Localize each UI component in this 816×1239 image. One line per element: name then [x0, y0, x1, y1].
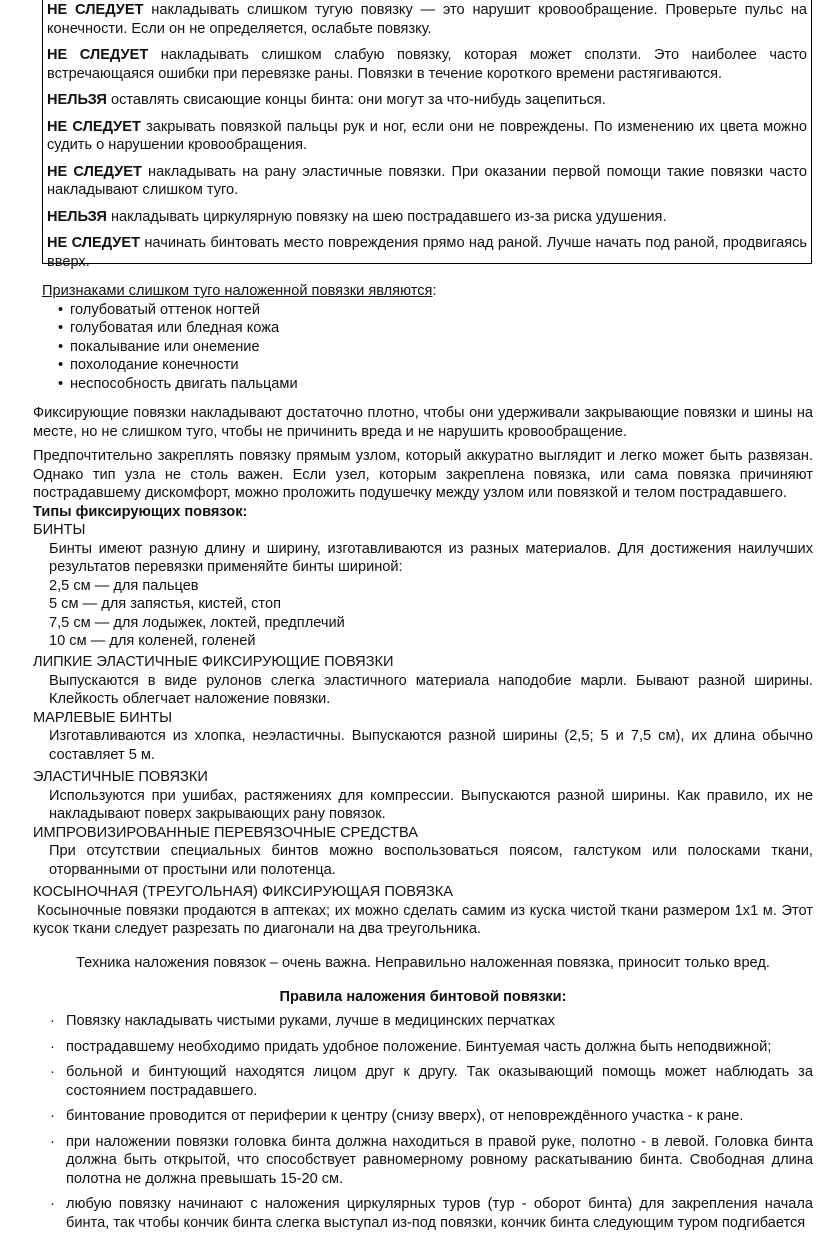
warning-item [47, 208, 807, 227]
bullet: · [50, 1038, 55, 1055]
warnings-box [42, 0, 812, 270]
paragraph: При отсутствии специальных бинтов можно воспользоваться поясом, галстуком или полосками ткани, оторванными от простыни или полотенца. [49, 843, 813, 878]
list-item: 2,5 см — для пальцев [49, 577, 199, 594]
warning-item [47, 46, 807, 83]
bullet: · [50, 1064, 55, 1080]
subsection-title: КОСЫНОЧНАЯ (ТРЕУГОЛЬНАЯ) ФИКСИРУЮЩАЯ ПОВЯЗКА [33, 884, 454, 900]
list-item [33, 1107, 813, 1126]
paragraph: Фиксирующие повязки накладывают достаточно плотно, чтобы они удерживали закрывающие повязки и шины на месте, но не слишком туго, чтобы не причинить вреда и не нарушить кровообращение. [33, 405, 813, 440]
warning-prefix: НЕЛЬЗЯ [47, 92, 107, 108]
list-item: • голубоватая или бледная кожа [58, 319, 812, 338]
rule-text: при наложении повязки головка бинта должна находиться в правой руке, полотно - в левой. Головка бинта должна быть открытой, что способствует равномерному ровному раскатыванию бинта. Свободная длина полотна не должна превышать 15-20 см. [66, 1133, 813, 1187]
paragraph: Изготавливаются из хлопка, неэластичны. Выпускаются разной ширины (2,5; 5 и 7,5 см), их длина обычно составляет 5 м. [49, 728, 813, 763]
list-item: • неспособность двигать пальцами [58, 375, 812, 394]
list-item: 7,5 см — для лодыжек, локтей, предплечий [49, 614, 345, 631]
list-item [33, 1133, 813, 1189]
warning-text: накладывать слишком тугую повязку — это нарушит кровообращение. Проверьте пульс на конечности. Если он не определяется, ослабьте повязку. [47, 2, 807, 37]
rule-text: бинтование проводится от периферии к центру (снизу вверх), от неповреждённого участка - к ране. [66, 1108, 744, 1124]
technique-note: Техника наложения повязок – очень важна. Неправильно наложенная повязка, приносит только вред. [76, 955, 770, 971]
rules-title: Правила наложения бинтовой повязки: [279, 989, 567, 1005]
warning-prefix: НЕ СЛЕДУЕТ [47, 163, 142, 180]
warning-item [47, 118, 807, 155]
warning-prefix: НЕ СЛЕДУЕТ [47, 118, 141, 135]
paragraph: Используются при ушибах, растяжениях для компрессии. Выпускаются разной ширины. Как правило, их не накладывают поверх закрывающих рану повязок. [49, 787, 813, 822]
warning-item [47, 163, 807, 200]
warning-item [47, 1, 807, 38]
list-item: • похолодание конечности [58, 356, 812, 375]
warning-prefix: НЕ СЛЕДУЕТ [47, 235, 141, 251]
triangular-bandage-section [33, 883, 813, 939]
list-item [33, 1012, 813, 1031]
bullet: · [50, 1196, 55, 1212]
tight-bandage-signs [42, 282, 812, 393]
subsection-title: МАРЛЕВЫЕ БИНТЫ [33, 709, 172, 726]
bullet: · [50, 1108, 55, 1124]
list-item: 5 см — для запястья, кистей, стоп [49, 596, 281, 612]
signs-title: Признаками слишком туго наложенной повязки являются [42, 283, 433, 299]
rules-list [33, 1012, 813, 1232]
signs-heading [42, 282, 812, 301]
paragraph: Бинты имеют разную длину и ширину, изготавливаются из разных материалов. Для достижения наилучших результатов перевязки применяйте бинты шириной: [49, 540, 813, 575]
paragraph: Косыночные повязки продаются в аптеках; их можно сделать самим из куска чистой ткани размером 1х1 м. Этот кусок ткани следует разрезать по диагонали на два треугольника. [33, 902, 813, 937]
list-item [33, 1038, 813, 1057]
rule-text: больной и бинтующий находятся лицом друг к другу. Так оказывающий помощь может наблюдать за состоянием пострадавшего. [66, 1064, 813, 1099]
warning-text: оставлять свисающие концы бинта: они могут за что-нибудь зацепиться. [106, 92, 606, 108]
warning-prefix: НЕ СЛЕДУЕТ [47, 47, 149, 63]
signs-colon: : [432, 283, 437, 299]
subsection-title: ИМПРОВИЗИРОВАННЫЕ ПЕРЕВЯЗОЧНЫЕ СРЕДСТВА [33, 824, 418, 841]
signs-list [42, 301, 812, 394]
fixing-bandages-section [33, 404, 813, 651]
list-item: • покалывание или онемение [58, 338, 812, 357]
warning-text: накладывать слишком слабую повязку, которая может сползти. Это наиболее часто встречающаяся ошибки при перевязке раны. Повязки в течение короткого времени растягиваются. [47, 47, 807, 82]
rules-section [33, 1012, 813, 1239]
section-heading: Типы фиксирующих повязок: [33, 503, 248, 520]
bandage-types-section [33, 653, 813, 879]
subsection-title: БИНТЫ [33, 522, 86, 538]
list-item: 10 см — для коленей, голеней [49, 633, 256, 649]
subsection-title: ЛИПКИЕ ЭЛАСТИЧНЫЕ ФИКСИРУЮЩИЕ ПОВЯЗКИ [33, 654, 394, 670]
bullet: · [50, 1013, 55, 1029]
subsection-title: ЭЛАСТИЧНЫЕ ПОВЯЗКИ [33, 769, 208, 785]
rule-text: любую повязку начинают с наложения циркулярных туров (тур - оборот бинта) для закрепления начала бинта, так чтобы кончик бинта слегка выступал из-под повязки, кончик бинта следующим туром подгибается [66, 1196, 813, 1231]
list-item [33, 1195, 813, 1232]
rule-text: пострадавшему необходимо придать удобное положение. Бинтуемая часть должна быть неподвижной; [66, 1038, 772, 1055]
paragraph: Выпускаются в виде рулонов слегка эластичного материала наподобие марли. Бывают разной ширины. Клейкость облегчает наложение повязки. [49, 672, 813, 707]
warning-prefix: НЕ СЛЕДУЕТ [47, 2, 144, 18]
warning-text: закрывать повязкой пальцы рук и ног, если они не повреждены. По изменению их цвета можно судить о нарушении кровообращения. [47, 118, 807, 153]
warning-text: накладывать на рану эластичные повязки. При оказании первой помощи такие повязки часто накладывают слишком туго. [47, 163, 808, 198]
warning-text: начинать бинтовать место повреждения прямо над раной. Лучше начать под раной, продвигаясь вверх. [47, 235, 808, 270]
warning-item [47, 234, 807, 271]
list-item: • голубоватый оттенок ногтей [58, 301, 812, 320]
warning-text: накладывать циркулярную повязку на шею пострадавшего из-за риска удушения. [106, 208, 667, 225]
bullet: · [50, 1133, 55, 1150]
paragraph: Предпочтительно закреплять повязку прямым узлом, который аккуратно выглядит и легко может быть развязан. Однако тип узла не столь важен. Если узел, которым закреплена повязка, или сама повязка причиняют пострадавшему дискомфорт, можно проложить подушечку между узлом или повязкой и телом пострадавшего. [33, 448, 813, 501]
warning-item [47, 91, 807, 110]
list-item [33, 1063, 813, 1100]
rule-text: Повязку накладывать чистыми руками, лучше в медицинских перчатках [66, 1013, 555, 1029]
warning-prefix: НЕЛЬЗЯ [47, 208, 107, 225]
